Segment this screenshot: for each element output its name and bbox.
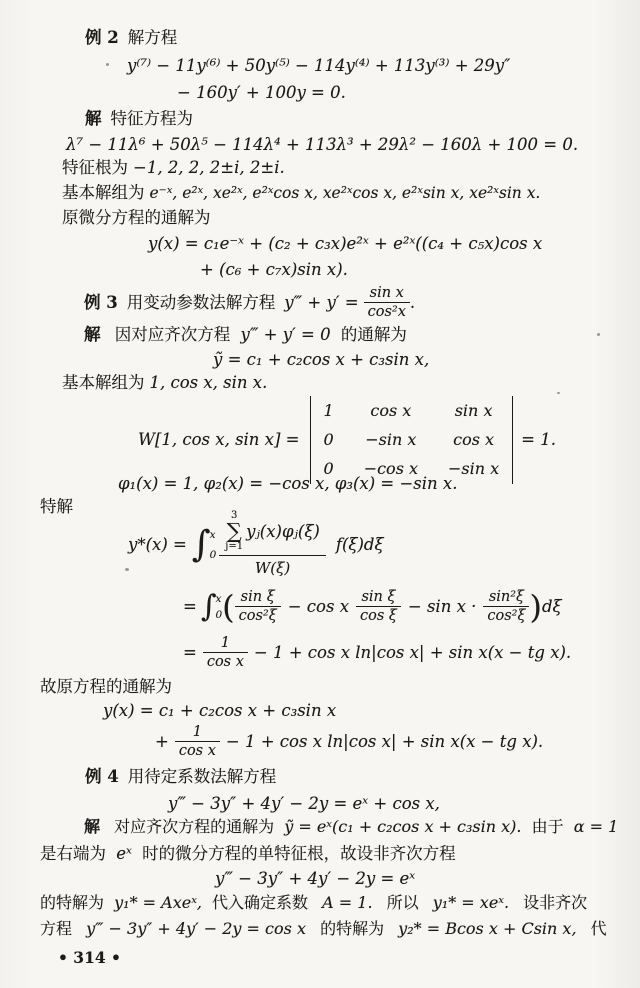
example3-title: 用变动参数法解方程	[126, 293, 276, 313]
fraction-denominator: cos x	[175, 741, 220, 760]
solution-label: 解	[84, 325, 101, 344]
particular-solution-label: 特解	[40, 497, 73, 516]
equals-sign: =	[183, 643, 197, 663]
fraction-denominator: W(ξ)	[219, 555, 326, 579]
text-2: 时的微分方程的单特征根，故设非齐次方程	[142, 844, 456, 863]
det-cell: 0	[323, 429, 334, 449]
homogeneous-solution: ỹ = c₁ + c₂cos x + c₃sin x,	[213, 350, 430, 369]
det-cell: −cos x	[363, 458, 419, 478]
example3-equation-lhs: y‴ + y′ =	[284, 293, 359, 313]
example4-equation2: y‴ − 3y″ + 4y′ − 2y = eˣ	[215, 869, 416, 888]
solution-label: 解	[85, 109, 102, 128]
period: .	[409, 293, 416, 313]
scan-speck	[557, 392, 560, 394]
text-1: 的特解为	[40, 893, 105, 912]
fraction-numerator: 1	[220, 635, 230, 652]
fraction-numerator: sin ξ	[240, 589, 275, 606]
because-text: 由于	[531, 817, 564, 836]
example2-title: 解方程	[127, 28, 178, 47]
det-cell: cos x	[453, 429, 495, 449]
text-3: 所以	[386, 893, 419, 912]
phi-functions: φ₁(x) = 1, φ₂(x) = −cos x, φ₃(x) = −sin x.	[118, 474, 458, 493]
example2-label: 例 2	[85, 28, 119, 47]
example2-equation-line2: − 160y′ + 100y = 0.	[177, 83, 346, 102]
fraction-numerator: sin x	[369, 285, 404, 302]
equals-sign: =	[183, 597, 197, 617]
integral-glyph: ∫	[200, 588, 217, 624]
summation	[225, 511, 243, 552]
solution-math-1: y‴ + y′ = 0	[240, 325, 331, 344]
example4-solution-line2	[40, 843, 456, 864]
solution-text-1: 因对应齐次方程	[114, 325, 231, 344]
sigma-glyph: ∑	[226, 519, 242, 544]
sum-upper-limit: 3	[231, 510, 238, 522]
general-solution-line1: y(x) = c₁e⁻ˣ + (c₂ + c₃x)e²ˣ + e²ˣ((c₄ + c₅x)cos x	[148, 234, 543, 253]
final-solution-line2	[155, 722, 543, 762]
middle-term-2: − sin x ·	[407, 597, 477, 617]
plus-sign: +	[155, 732, 169, 752]
roots-text: 特征根为	[62, 158, 128, 177]
coefficient-value: A = 1.	[322, 893, 373, 912]
integral-step3	[183, 633, 571, 673]
scan-speck	[125, 568, 129, 571]
example4-heading	[85, 766, 276, 787]
page-number: • 314 •	[58, 948, 121, 967]
example3-label: 例 3	[84, 293, 118, 313]
example4-solution-line3	[40, 893, 587, 914]
example2-solution-intro	[85, 108, 193, 129]
final-tail: − 1 + cos x ln|cos x| + sin x(x − tg x).	[225, 732, 544, 752]
fundamental-set	[62, 182, 540, 203]
text-1: 方程	[40, 919, 73, 938]
general-solution-intro: 原微分方程的通解为	[62, 208, 211, 227]
ystar-lhs: y*(x) =	[128, 535, 187, 555]
example2-heading	[85, 27, 177, 48]
alpha-value: α = 1	[573, 817, 619, 836]
fundamental-set	[62, 372, 267, 393]
wronskian-lhs: W[1, cos x, sin x] =	[138, 430, 300, 450]
integrand-tail: f(ξ)dξ	[335, 535, 384, 555]
fraction-numerator: sin ξ	[361, 589, 396, 606]
fraction-denominator: cos²ξ	[235, 606, 281, 625]
text-2: 的特解为	[320, 919, 385, 938]
integral-lower-limit: 0	[209, 548, 217, 561]
det-cell: cos x	[370, 401, 412, 420]
sum-body: yⱼ(x)φⱼ(ξ)	[246, 522, 320, 542]
exp-x: eˣ	[116, 844, 132, 863]
wronskian-rhs: = 1.	[521, 430, 556, 450]
trial-solution-2: y₂* = Bcos x + Csin x,	[398, 919, 577, 938]
determinant	[310, 396, 514, 484]
differential: dξ	[541, 597, 562, 617]
particular-solution-formula	[128, 508, 384, 582]
step3-tail: − 1 + cos x ln|cos x| + sin x(x − tg x).	[253, 643, 572, 663]
solution-intro-text: 特征方程为	[110, 109, 193, 128]
characteristic-roots	[62, 157, 285, 178]
text-3: 代	[590, 919, 607, 938]
fraction-denominator: cos²x	[364, 302, 410, 321]
rhs-fraction	[364, 285, 410, 320]
example3-heading	[84, 285, 415, 321]
fraction	[203, 635, 248, 670]
det-cell: 0	[323, 458, 334, 478]
fraction-denominator: cos²ξ	[483, 606, 529, 625]
text-1: 是右端为	[40, 844, 106, 863]
wronskian-equation	[138, 396, 556, 484]
example4-solution-line4	[40, 919, 607, 940]
det-cell: −sin x	[365, 429, 417, 449]
roots-math: −1, 2, 2, 2±i, 2±i.	[133, 158, 285, 177]
basis-math: 1, cos x, sin x.	[149, 373, 268, 392]
particular-1: y₁* = xeˣ.	[432, 893, 510, 912]
solution-text: 对应齐次方程的通解为	[114, 817, 275, 836]
integral-lower-limit: 0	[215, 608, 223, 621]
example4-title: 用待定系数法解方程	[127, 767, 277, 786]
text-2: 代入确定系数	[212, 893, 309, 912]
fraction-numerator: sin²ξ	[488, 589, 525, 606]
fraction-numerator: 1	[192, 724, 202, 741]
integral-upper-limit: x	[209, 529, 216, 541]
example3-solution-intro	[84, 324, 407, 345]
integral-glyph: ∫	[191, 523, 211, 565]
trial-solution-1: y₁* = Axeˣ,	[114, 893, 202, 912]
example4-label: 例 4	[85, 767, 119, 786]
final-solution-line1: y(x) = c₁ + c₂cos x + c₃sin x	[103, 701, 337, 720]
equation-cos: y‴ − 3y″ + 4y′ − 2y = cos x	[86, 919, 306, 938]
fraction-1	[235, 589, 281, 624]
example2-equation-line1: y⁽⁷⁾ − 11y⁽⁶⁾ + 50y⁽⁵⁾ − 114y⁽⁴⁾ + 113y⁽³⁾ + 29y″	[127, 56, 511, 75]
fraction	[175, 724, 220, 759]
solution-label: 解	[84, 817, 101, 836]
basis-text: 基本解组为	[62, 183, 145, 202]
general-solution-line2: + (c₆ + c₇x)sin x).	[200, 260, 348, 279]
text-4: 设非齐次	[523, 893, 588, 912]
integral	[191, 523, 217, 565]
scan-speck	[597, 333, 600, 336]
sum-fraction	[219, 511, 326, 578]
fraction-denominator: cos ξ	[356, 606, 401, 625]
solution-text-2: 的通解为	[340, 325, 407, 344]
det-cell: 1	[323, 401, 334, 420]
fraction-2	[356, 589, 401, 624]
basis-math: e⁻ˣ, e²ˣ, xe²ˣ, e²ˣcos x, xe²ˣcos x, e²ˣsin x, xe²ˣsin x.	[149, 184, 541, 202]
example4-solution-line1	[84, 817, 618, 838]
integral-step2: = ∫ x 0 ( $\frac{\text{sin ξ}}{\text{cos²ξ}}$ − cos x $\frac{\text{sin ξ}}{\text{cos ξ}}$ − sin x · $\frac{\text{sin²ξ}}{\text{cos²ξ}}$ ) dξ	[183, 588, 562, 626]
characteristic-equation: λ⁷ − 11λ⁶ + 50λ⁵ − 114λ⁴ + 113λ³ + 29λ² − 160λ + 100 = 0.	[66, 135, 579, 154]
middle-term-1: − cos x	[287, 597, 349, 617]
integral-upper-limit: x	[215, 593, 222, 605]
conclusion-intro: 故原方程的通解为	[40, 677, 172, 696]
sum-lower-limit: j=1	[225, 541, 244, 553]
scan-speck	[106, 63, 109, 66]
det-cell: sin x	[454, 401, 493, 420]
det-cell: −sin x	[448, 458, 500, 478]
integral	[200, 588, 223, 624]
fraction-3	[483, 589, 529, 624]
homogeneous-solution: ỹ = eˣ(c₁ + c₂cos x + c₃sin x).	[284, 817, 522, 836]
example4-equation: y‴ − 3y″ + 4y′ − 2y = eˣ + cos x,	[168, 794, 440, 813]
basis-text: 基本解组为	[62, 373, 145, 392]
fraction-denominator: cos x	[203, 652, 248, 671]
